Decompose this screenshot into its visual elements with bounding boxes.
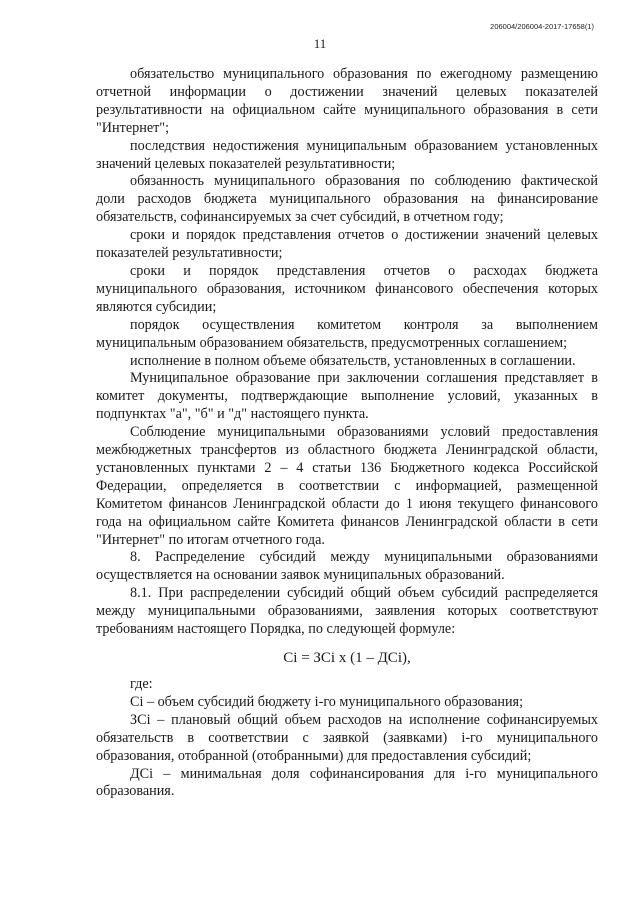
definition-dci: ДСi – минимальная доля софинансирования для i-го муниципального образования.: [96, 765, 598, 800]
paragraph-cofinancing-duty: обязанность муниципального образования по соблюдению фактической доли расходов бюджета муниципального образования на финансирование обязательств, софинансируемых за счет субсидий, в отчетном году;: [96, 173, 598, 226]
paragraph-report-deadlines: сроки и порядок представления отчетов о достижении значений целевых показателей результативности;: [96, 227, 598, 262]
definition-zci: ЗСi – плановый общий объем расходов на исполнение софинансируемых обязательств в соответствии с заявкой (заявками) i-го муниципального образования, отобранной (отобранными) для предоставления субсидий;: [96, 711, 598, 764]
page-number: 11: [313, 36, 327, 51]
paragraph-consequences: последствия недостижения муниципальным образованием установленных значений целевых показателей результативности;: [96, 137, 598, 172]
paragraph-section-8-1: 8.1. При распределении субсидий общий объем субсидий распределяется между муниципальными образованиями, заявления которых соответствуют требованиям настоящего Порядка, по следующей формуле:: [96, 585, 598, 638]
paragraph-compliance: Соблюдение муниципальными образованиями условий предоставления межбюджетных трансфертов из областного бюджета Ленинградской области, установленных пунктами 2 – 4 статьи 136 Бюджетного кодекса Российской Федерации, определяется в соответствии с информацией, размещенной Комитетом финансов Ленинградской области до 1 июня текущего финансового года на официальном сайте Комитета финансов Ленинградской области в сети "Интернет" по итогам отчетного года.: [96, 424, 598, 548]
definition-ci: Сi – объем субсидий бюджету i-го муниципального образования;: [130, 693, 524, 710]
paragraph-expense-reports: сроки и порядок представления отчетов о расходах бюджета муниципального образования, источником финансового обеспечения которых являются субсидии;: [96, 262, 598, 315]
where-label: где:: [130, 676, 153, 692]
subsidy-formula: Сi = ЗСi х (1 – ДСi),: [283, 650, 411, 666]
document-body: [96, 66, 598, 801]
paragraph-full-execution: исполнение в полном объеме обязательств, установленных в соглашении.: [130, 352, 576, 369]
document-id: 206004/206004-2017-17658(1): [490, 22, 594, 31]
paragraph-section-8: 8. Распределение субсидий между муниципальными образованиями осуществляется на основании заявок муниципальных образований.: [96, 549, 598, 584]
paragraph-reporting-obligation: обязательство муниципального образования по ежегодному размещению отчетной информации о достижении значений целевых показателей результативности на официальном сайте муниципального образования в сети "Интернет";: [96, 66, 598, 136]
paragraph-documents: Муниципальное образование при заключении соглашения представляет в комитет документы, подтверждающие выполнение условий, указанных в подпунктах "а", "б" и "д" настоящего пункта.: [96, 370, 598, 423]
paragraph-control-procedure: порядок осуществления комитетом контроля за выполнением муниципальным образованием обязательств, предусмотренных соглашением;: [96, 316, 598, 351]
